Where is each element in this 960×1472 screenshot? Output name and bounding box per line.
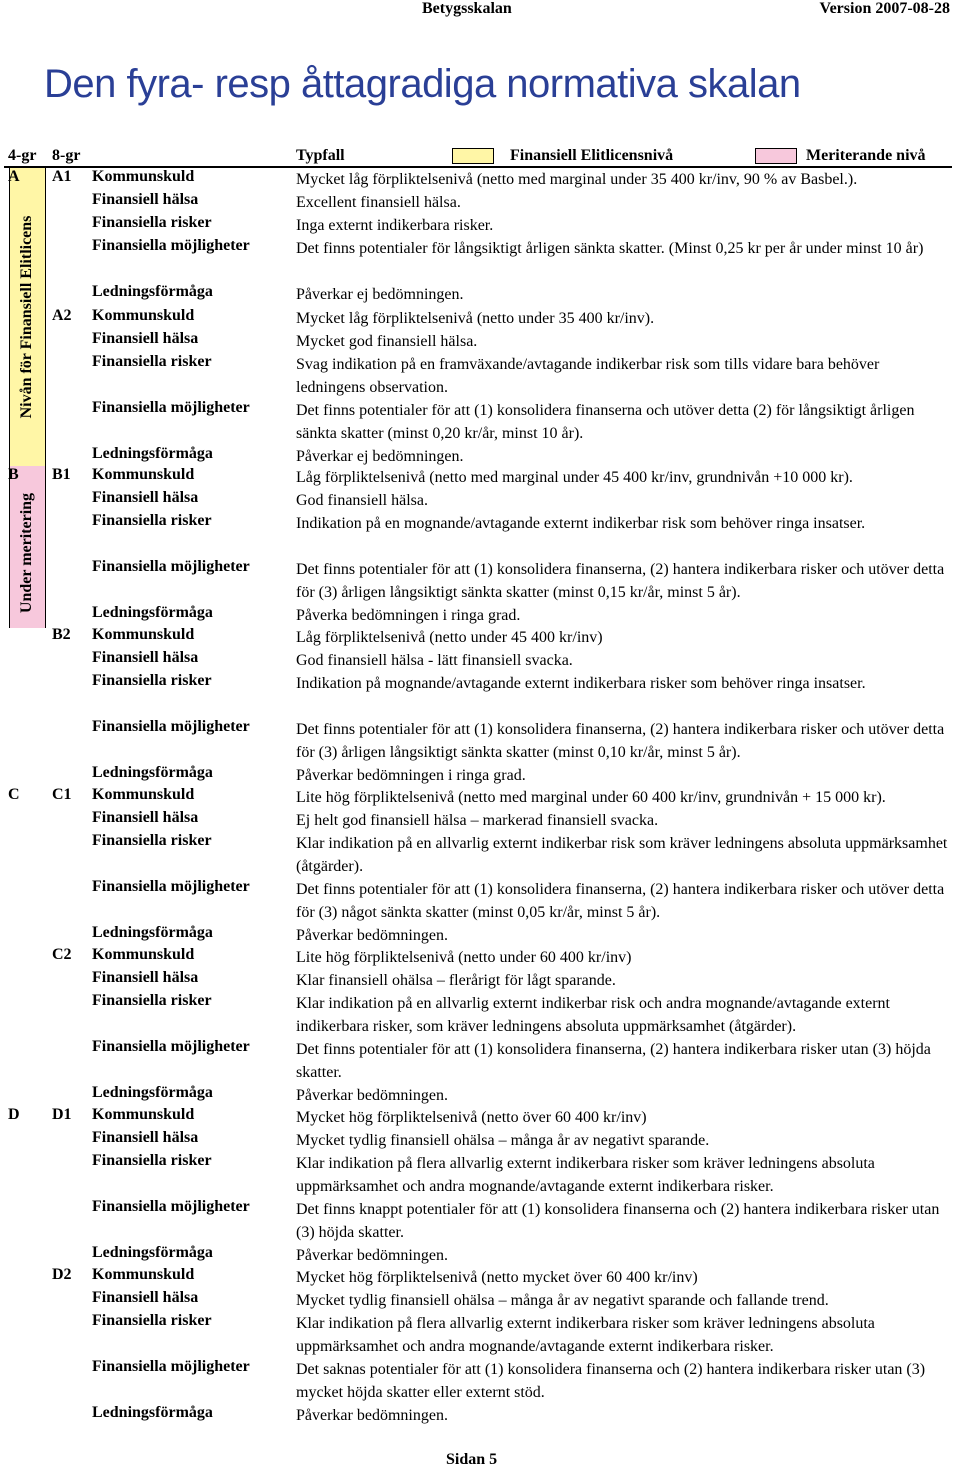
grade8-label-a1: A1 [52, 168, 72, 185]
description-kommunskuld-d1: Mycket hög förpliktelsenivå (netto över 60 400 kr/inv) [296, 1109, 647, 1126]
description-risker-d2: Klar indikation på flera allvarlig externt indikerbara risker som kräver ledningens absoluta uppmärksamhet och andra mognande/avtagande externt indikerbara risker. [296, 1315, 875, 1355]
category-label-ledning-a2: Ledningsförmåga [92, 445, 213, 462]
description-ledning-b2: Påverkar bedömningen i ringa grad. [296, 767, 526, 784]
category-label-kommunskuld-b1: Kommunskuld [92, 466, 195, 483]
category-label-kommunskuld-c1: Kommunskuld [92, 786, 195, 803]
column-header-8gr: 8-gr [52, 147, 81, 164]
description-ledning-d2: Påverkar bedömningen. [296, 1407, 448, 1424]
description-risker-c1: Klar indikation på en allvarlig externt indikerbar risk som kräver ledningens absoluta uppmärksamhet (åtgärder). [296, 835, 948, 875]
category-label-kommunskuld-c2: Kommunskuld [92, 946, 195, 963]
description-halsa-d1: Mycket tydlig finansiell ohälsa – många år av negativt sparande. [296, 1132, 710, 1149]
category-label-risker-c2: Finansiella risker [92, 992, 212, 1009]
description-kommunskuld-a1: Mycket låg förpliktelsenivå (netto med marginal under 35 400 kr/inv, 90 % av Basbel.). [296, 171, 858, 188]
grade4-label-c: C [8, 786, 20, 803]
description-ledning-a2: Påverkar ej bedömningen. [296, 448, 464, 465]
description-risker-a2: Svag indikation på en framväxande/avtagande indikerbar risk som tills vidare bara behöver ledningens observation. [296, 356, 880, 396]
description-kommunskuld-c2: Lite hög förpliktelsenivå (netto under 60 400 kr/inv) [296, 949, 632, 966]
description-risker-d1: Klar indikation på flera allvarlig externt indikerbara risker som kräver ledningens absoluta uppmärksamhet och andra mognande/avtagande externt indikerbara risker. [296, 1155, 875, 1195]
description-halsa-a2: Mycket god finansiell hälsa. [296, 333, 478, 350]
category-label-risker-a1: Finansiella risker [92, 214, 212, 231]
document-header-title: Betygsskalan [422, 0, 512, 17]
description-risker-b2: Indikation på mognande/avtagande externt indikerbara risker som behöver ringa insatser. [296, 675, 866, 692]
category-label-halsa-a2: Finansiell hälsa [92, 330, 199, 347]
category-label-risker-b2: Finansiella risker [92, 672, 212, 689]
category-label-ledning-d1: Ledningsförmåga [92, 1244, 213, 1261]
description-mojligheter-b1: Det finns potentialer för att (1) konsolidera finanserna, (2) hantera indikerbara risker och utöver detta för (3) årligen långsiktigt sänkta skatter (minst 0,15 kr/år, minst 5 år). [296, 561, 945, 601]
grade8-label-a2: A2 [52, 307, 72, 324]
category-label-kommunskuld-a1: Kommunskuld [92, 168, 195, 185]
description-halsa-b2: God finansiell hälsa - lätt finansiell svacka. [296, 652, 573, 669]
category-label-ledning-b2: Ledningsförmåga [92, 764, 213, 781]
description-mojligheter-a1: Det finns potentialer för långsiktigt årligen sänkta skatter. (Minst 0,25 kr per år under minst 10 år) [296, 240, 924, 257]
category-label-kommunskuld-d2: Kommunskuld [92, 1266, 195, 1283]
category-label-kommunskuld-d1: Kommunskuld [92, 1106, 195, 1123]
category-label-mojligheter-c1: Finansiella möjligheter [92, 878, 250, 895]
description-ledning-d1: Påverkar bedömningen. [296, 1247, 448, 1264]
description-ledning-c1: Påverkar bedömningen. [296, 927, 448, 944]
legend-label-merit: Meriterande nivå [806, 147, 926, 164]
legend-swatch-elit [452, 148, 494, 164]
category-label-ledning-d2: Ledningsförmåga [92, 1404, 213, 1421]
document-version: Version 2007-08-28 [819, 0, 950, 17]
category-label-risker-d1: Finansiella risker [92, 1152, 212, 1169]
grade4-label-d: D [8, 1106, 20, 1123]
category-label-halsa-b2: Finansiell hälsa [92, 649, 199, 666]
description-kommunskuld-a2: Mycket låg förpliktelsenivå (netto under 35 400 kr/inv). [296, 310, 655, 327]
description-halsa-c2: Klar finansiell ohälsa – flerårigt för lågt sparande. [296, 972, 616, 989]
merit-level-label: Under meritering [18, 492, 35, 614]
category-label-mojligheter-b2: Finansiella möjligheter [92, 718, 250, 735]
column-header-typfall: Typfall [296, 147, 345, 164]
grade8-label-b2: B2 [52, 626, 71, 643]
description-kommunskuld-b1: Låg förpliktelsenivå (netto med marginal under 45 400 kr/inv, grundnivån +10 000 kr). [296, 469, 853, 486]
elit-level-label: Nivån för Finansiell Elitlicens [18, 215, 35, 419]
description-risker-c2: Klar indikation på en allvarlig externt indikerbar risk och andra mognande/avtagande externt indikerbara risker, som kräver ledningens absoluta uppmärksamhet (åtgärder). [296, 995, 890, 1035]
category-label-mojligheter-a1: Finansiella möjligheter [92, 237, 250, 254]
grade8-label-b1: B1 [52, 466, 71, 483]
category-label-halsa-b1: Finansiell hälsa [92, 489, 199, 506]
category-label-halsa-c1: Finansiell hälsa [92, 809, 199, 826]
page-title: Den fyra- resp åttagradiga normativa skalan [44, 62, 801, 106]
legend-label-elit: Finansiell Elitlicensnivå [510, 147, 674, 164]
legend-swatch-merit [755, 148, 797, 164]
description-mojligheter-c2: Det finns potentialer för att (1) konsolidera finanserna, (2) hantera indikerbara risker utan (3) höjda skatter. [296, 1041, 931, 1081]
category-label-halsa-d1: Finansiell hälsa [92, 1129, 199, 1146]
description-mojligheter-d2: Det saknas potentialer för att (1) konsolidera finanserna och (2) hantera indikerbara risker utan (3) mycket höjda skatter eller externt stöd. [296, 1361, 926, 1401]
category-label-ledning-c2: Ledningsförmåga [92, 1084, 213, 1101]
grade8-label-d2: D2 [52, 1266, 72, 1283]
category-label-kommunskuld-b2: Kommunskuld [92, 626, 195, 643]
description-halsa-a1: Excellent finansiell hälsa. [296, 194, 461, 211]
category-label-kommunskuld-a2: Kommunskuld [92, 307, 195, 324]
description-mojligheter-b2: Det finns potentialer för att (1) konsolidera finanserna, (2) hantera indikerbara risker och utöver detta för (3) årligen långsiktigt sänkta skatter (minst 0,10 kr/år, minst 5 år). [296, 721, 945, 761]
category-label-halsa-c2: Finansiell hälsa [92, 969, 199, 986]
description-halsa-d2: Mycket tydlig finansiell ohälsa – många år av negativt sparande och fallande trend. [296, 1292, 829, 1309]
description-risker-a1: Inga externt indikerbara risker. [296, 217, 494, 234]
category-label-risker-c1: Finansiella risker [92, 832, 212, 849]
description-ledning-a1: Påverkar ej bedömningen. [296, 286, 464, 303]
category-label-mojligheter-b1: Finansiella möjligheter [92, 558, 250, 575]
grade8-label-d1: D1 [52, 1106, 72, 1123]
description-risker-b1: Indikation på en mognande/avtagande externt indikerbar risk som behöver ringa insatser. [296, 515, 866, 532]
grade8-label-c1: C1 [52, 786, 72, 803]
category-label-mojligheter-d2: Finansiella möjligheter [92, 1358, 250, 1375]
category-label-risker-a2: Finansiella risker [92, 353, 212, 370]
description-mojligheter-d1: Det finns knappt potentialer för att (1) konsolidera finanserna och (2) hantera indikerbara risker utan (3) höjda skatter. [296, 1201, 940, 1241]
description-mojligheter-c1: Det finns potentialer för att (1) konsolidera finanserna, (2) hantera indikerbara risker och utöver detta för (3) något sänkta skatter (minst 0,05 kr/år, minst 5 år). [296, 881, 945, 921]
grade4-label-a: A [8, 168, 20, 185]
category-label-risker-b1: Finansiella risker [92, 512, 212, 529]
category-label-mojligheter-c2: Finansiella möjligheter [92, 1038, 250, 1055]
category-label-halsa-a1: Finansiell hälsa [92, 191, 199, 208]
description-kommunskuld-b2: Låg förpliktelsenivå (netto under 45 400 kr/inv) [296, 629, 603, 646]
category-label-mojligheter-d1: Finansiella möjligheter [92, 1198, 250, 1215]
description-halsa-b1: God finansiell hälsa. [296, 492, 428, 509]
grade8-label-c2: C2 [52, 946, 72, 963]
category-label-halsa-d2: Finansiell hälsa [92, 1289, 199, 1306]
description-ledning-c2: Påverkar bedömningen. [296, 1087, 448, 1104]
category-label-mojligheter-a2: Finansiella möjligheter [92, 399, 250, 416]
column-header-4gr: 4-gr [8, 147, 37, 164]
description-halsa-c1: Ej helt god finansiell hälsa – markerad finansiell svacka. [296, 812, 659, 829]
description-kommunskuld-d2: Mycket hög förpliktelsenivå (netto mycket över 60 400 kr/inv) [296, 1269, 698, 1286]
description-kommunskuld-c1: Lite hög förpliktelsenivå (netto med marginal under 60 400 kr/inv, grundnivån + 15 000 kr). [296, 789, 886, 806]
description-mojligheter-a2: Det finns potentialer för att (1) konsolidera finanserna och utöver detta (2) för långsiktigt årligen sänkta skatter (minst 0,20 kr/år, minst 10 år). [296, 402, 915, 442]
category-label-risker-d2: Finansiella risker [92, 1312, 212, 1329]
category-label-ledning-b1: Ledningsförmåga [92, 604, 213, 621]
grade4-label-b: B [8, 466, 19, 483]
description-ledning-b1: Påverka bedömningen i ringa grad. [296, 607, 521, 624]
category-label-ledning-c1: Ledningsförmåga [92, 924, 213, 941]
page-number: Sidan 5 [446, 1451, 498, 1468]
category-label-ledning-a1: Ledningsförmåga [92, 283, 213, 300]
